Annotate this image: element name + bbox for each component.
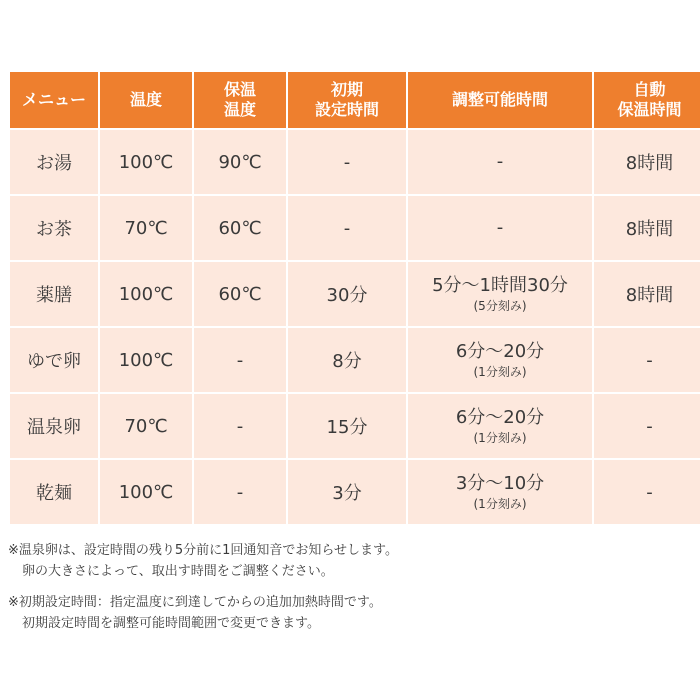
initial-time-cell: -	[288, 196, 406, 260]
initial-time-cell: 8分	[288, 328, 406, 392]
menu-cell: 乾麺	[10, 460, 98, 524]
adjustable-time-step: (1分刻み)	[473, 496, 527, 511]
header-menu: メニュー	[10, 72, 98, 128]
keep-warm-temperature-cell: -	[194, 460, 286, 524]
table-row	[10, 460, 700, 524]
table-row	[10, 130, 700, 194]
footnote-line: 卵の大きさによって、取出す時間をご調整ください。	[22, 564, 334, 579]
adjustable-time-cell	[408, 460, 592, 524]
menu-cell: ゆで卵	[10, 328, 98, 392]
footnote-initial-time	[8, 592, 692, 634]
temperature-cell: 70℃	[100, 196, 192, 260]
adjustable-time-step: (1分刻み)	[473, 364, 527, 379]
keep-warm-temperature-cell: -	[194, 394, 286, 458]
auto-keep-warm-time-cell: -	[594, 328, 700, 392]
table-row	[10, 394, 700, 458]
header-auto-keep-warm-time: 自動 保温時間	[594, 72, 700, 128]
header-adjustable-time: 調整可能時間	[408, 72, 592, 128]
initial-time-cell: 30分	[288, 262, 406, 326]
adjustable-time-cell	[408, 262, 592, 326]
menu-cell: お湯	[10, 130, 98, 194]
auto-keep-warm-time-cell: 8時間	[594, 262, 700, 326]
initial-time-cell: 15分	[288, 394, 406, 458]
adjustable-time-range: 6分～20分	[455, 406, 545, 428]
adjustable-time-range: 3分～10分	[455, 472, 545, 494]
keep-warm-temperature-cell: -	[194, 328, 286, 392]
initial-time-cell: -	[288, 130, 406, 194]
adjustable-time-range: 5分～1時間30分	[432, 274, 568, 296]
table-row	[10, 328, 700, 392]
table-row	[10, 196, 700, 260]
footnote-line: ※初期設定時間：指定温度に到達してからの追加加熱時間です。	[8, 595, 382, 610]
adjustable-time-cell	[408, 130, 592, 194]
menu-settings-table	[8, 70, 700, 526]
adjustable-time-range: -	[496, 217, 504, 238]
adjustable-time-range: -	[496, 151, 504, 172]
footnote-onsen-egg	[8, 540, 692, 582]
adjustable-time-step: (5分刻み)	[473, 298, 527, 313]
temperature-cell: 100℃	[100, 262, 192, 326]
table-header-row	[10, 72, 700, 128]
keep-warm-temperature-cell: 60℃	[194, 262, 286, 326]
keep-warm-temperature-cell: 90℃	[194, 130, 286, 194]
auto-keep-warm-time-cell: -	[594, 460, 700, 524]
header-initial-time: 初期 設定時間	[288, 72, 406, 128]
table-row	[10, 262, 700, 326]
footnotes	[8, 540, 692, 644]
temperature-cell: 70℃	[100, 394, 192, 458]
initial-time-cell: 3分	[288, 460, 406, 524]
temperature-cell: 100℃	[100, 460, 192, 524]
header-keep-warm-temperature: 保温 温度	[194, 72, 286, 128]
temperature-cell: 100℃	[100, 130, 192, 194]
auto-keep-warm-time-cell: -	[594, 394, 700, 458]
footnote-line: 初期設定時間を調整可能時間範囲で変更できます。	[22, 616, 320, 631]
menu-cell: 温泉卵	[10, 394, 98, 458]
header-temperature: 温度	[100, 72, 192, 128]
temperature-cell: 100℃	[100, 328, 192, 392]
auto-keep-warm-time-cell: 8時間	[594, 130, 700, 194]
menu-cell: お茶	[10, 196, 98, 260]
menu-cell: 薬膳	[10, 262, 98, 326]
adjustable-time-cell	[408, 394, 592, 458]
adjustable-time-cell	[408, 196, 592, 260]
adjustable-time-cell	[408, 328, 592, 392]
footnote-line: ※温泉卵は、設定時間の残り5分前に1回通知音でお知らせします。	[8, 543, 399, 558]
keep-warm-temperature-cell: 60℃	[194, 196, 286, 260]
auto-keep-warm-time-cell: 8時間	[594, 196, 700, 260]
adjustable-time-step: (1分刻み)	[473, 430, 527, 445]
menu-settings-table-container	[8, 70, 693, 526]
adjustable-time-range: 6分～20分	[455, 340, 545, 362]
